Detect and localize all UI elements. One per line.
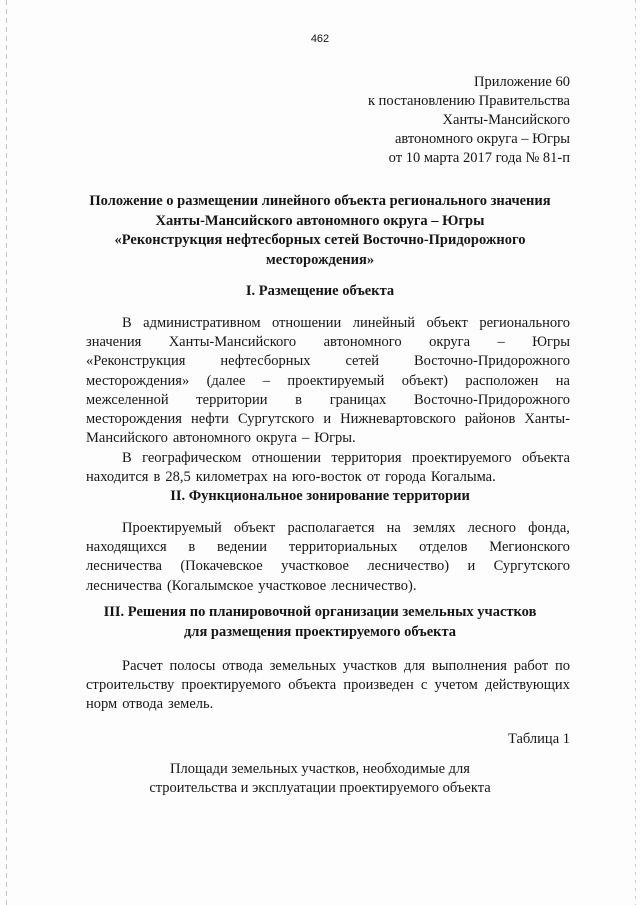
title-line: Ханты-Мансийского автономного округа – Югры [155, 212, 485, 229]
text-line: находится в 28,5 километрах на юго-восток от города Когалыма. [86, 469, 496, 486]
text-line: В административном отношении линейный объект регионального [122, 315, 570, 331]
annex-line: Приложение 60 [474, 74, 570, 90]
section-heading-line: II. Функциональное зонирование территории [170, 488, 470, 504]
section-2-paragraph-1 [86, 519, 570, 596]
scan-edge-right [635, 0, 636, 905]
text-line: строительству проектируемого объекта произведен с учетом действующих [86, 677, 570, 694]
text-line: В географическом отношении территория проектируемого объекта [122, 450, 570, 466]
section-heading-line: III. Решения по планировочной организации земельных участков [103, 604, 537, 620]
section-3-paragraph-1 [86, 657, 570, 715]
annex-line: от 10 марта 2017 года № 81-п [388, 150, 570, 166]
text-line: месторождения» (далее – проектируемый объект) расположен на [86, 372, 570, 389]
annex-line: автономного округа – Югры [394, 131, 570, 147]
caption-line: Площади земельных участков, необходимые для [170, 761, 470, 777]
text-line: лесничества (Покачевское участковое лесничество) и Сургутского [86, 558, 570, 575]
text-line: «Реконструкция нефтесборных сетей Восточно-Придорожного [86, 353, 570, 370]
document-title [70, 192, 570, 270]
section-heading-line: для размещения проектируемого объекта [183, 623, 457, 640]
scan-edge-left [6, 0, 7, 905]
section-1-paragraph-1 [86, 314, 570, 448]
table-label: Таблица 1 [507, 731, 570, 747]
section-heading-3 [70, 603, 570, 642]
page-number: 462 [310, 33, 330, 45]
text-line: межселенной территории в границах Восточно-Придорожного [86, 391, 570, 408]
text-line: месторождения нефти Сургутского и Нижневартовского районов Ханты- [86, 411, 570, 428]
title-line: «Реконструкция нефтесборных сетей Восточно-Придорожного [114, 232, 526, 248]
annex-line: Ханты-Мансийского [442, 112, 570, 128]
text-line: значения Ханты-Мансийского автономного округа – Югры [86, 334, 570, 351]
section-1-paragraph-2 [86, 449, 570, 487]
section-heading-line: I. Размещение объекта [245, 283, 395, 299]
title-line: месторождения» [265, 251, 375, 268]
table-caption [70, 760, 570, 798]
section-heading-2 [70, 487, 570, 507]
text-line: норм отвода земель. [86, 696, 214, 713]
annex-block [368, 73, 570, 168]
text-line: лесничества (Когалымское участковое лесничество). [86, 577, 417, 594]
annex-line: к постановлению Правительства [368, 93, 570, 109]
caption-line: строительства и эксплуатации проектируемого объекта [149, 780, 491, 796]
text-line: Проектируемый объект располагается на землях лесного фонда, [122, 520, 570, 536]
text-line: Мансийского автономного округа – Югры. [86, 430, 356, 447]
title-line: Положение о размещении линейного объекта регионального значения [89, 193, 551, 209]
text-line: находящихся в ведении территориальных отделов Мегионского [86, 539, 570, 556]
text-line: Расчет полосы отвода земельных участков для выполнения работ по [122, 658, 570, 674]
section-heading-1 [70, 282, 570, 302]
